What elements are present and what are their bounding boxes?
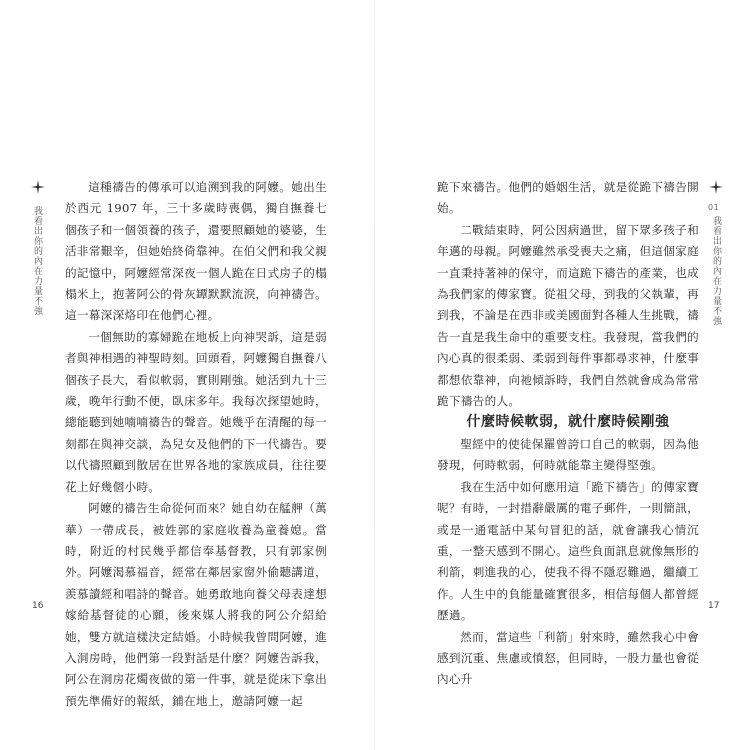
left-body-text	[65, 177, 327, 712]
chapter-number: 01	[708, 203, 720, 212]
paragraph: 一個無助的寡婦跪在地板上向神哭訴，這是弱者與神相遇的神聖時刻。回頭看，阿嬤獨自撫養八個孩子長大，看似軟弱，實則剛強。她活到九十三歲，晚年行動不便，臥床多年。我每次探望她時，總能聽到她喃喃禱告的聲音。她幾乎在清醒的每一刻都在與神交談，為兒女及他們的下一代禱告。要以代禱照顧到散居在世界各地的家族成員，往往要花上好幾個小時。	[65, 329, 327, 494]
page-number-left: 16	[32, 601, 44, 611]
paragraph: 二戰結束時，阿公因病過世，留下眾多孩子和年邁的母親。阿嬤雖然承受喪夫之痛，但這個家庭一直秉持著神的保守，而這跪下禱告的產業，也成為我們家的傳家寶。從祖父母，到我的父執輩，再到我，不論是在西非或美國面對各種人生挑戰，禱告一直是我生命中的重要支柱。我發現，當我們的內心真的很柔弱、柔弱到每件事都尋求神，什麼事都想依靠神，向祂傾訴時，我們自然就會成為常常跪下禱告的人。	[437, 222, 699, 409]
paragraph: 然而，當這些「利箭」射來時，雖然我心中會感到沉重、焦慮或憤怒，但同時，一股力量也會從內心升	[437, 629, 699, 687]
page-number-right: 17	[708, 601, 720, 611]
sparkle-ornament-icon	[709, 180, 723, 194]
sparkle-ornament-icon	[31, 180, 45, 194]
paragraph: 聖經中的使徒保羅曾誇口自己的軟弱，因為他發現，何時軟弱，何時就能靠主變得堅強。	[437, 436, 699, 473]
right-page	[375, 0, 750, 750]
paragraph: 我在生活中如何應用這「跪下禱告」的傳家寶呢？有時，一封措辭嚴厲的電子郵件，一則簡訊，或是一通電話中某句冒犯的話，就會讓我心情沉重，一整天感到不開心。這些負面訊息就像無形的利箭，刺進我的心，使我不得不隱忍難過，繼續工作。人生中的負能量確實很多，相信每個人都曾經歷過。	[437, 479, 699, 623]
paragraph: 這種禱告的傳承可以追溯到我的阿嬤。她出生於西元 1907 年，三十多歲時喪偶，獨自撫養七個孩子和一個領養的孩子，還要照顧她的婆婆，生活非常艱辛，但她始終倚靠神。在伯父們和我父親的記憶中，阿嬤經常深夜一個人跪在日式房子的榻榻米上，抱著阿公的骨灰罈默默流淚，向神禱告。這一幕深深烙印在他們心裡。	[65, 180, 327, 323]
right-body-text	[437, 177, 699, 691]
running-title-left: 我看出你的內在力量不強	[32, 206, 42, 316]
section-heading: 什麼時候軟弱，就什麼時候剛強	[466, 414, 670, 431]
paragraph: 阿嬤的禱告生命從何而來？她自幼在艋舺（萬華）一帶成長，被姓郭的家庭收養為童養媳。當時，附近的村民幾乎都信奉基督教，只有郭家例外。阿嬤渴慕福音，經常在鄰居家窗外偷聽講道，羨慕讀經和唱詩的聲音。她勇敢地向養父母表達想嫁給基督徒的心願，後來媒人將我的阿公介紹給她，雙方就這樣決定結婚。小時候我曾問阿嬤，進入洞房時，他們第一段對話是什麼？阿嬤告訴我，阿公在洞房花燭夜做的第一件事，就是從床下拿出預先準備好的報紙，鋪在地上，邀請阿嬤一起	[65, 501, 327, 708]
paragraph: 跪下來禱告。他們的婚姻生活，就是從跪下禱告開始。	[437, 180, 699, 216]
running-title-right: 我看出你的內在力量不強	[711, 216, 721, 326]
